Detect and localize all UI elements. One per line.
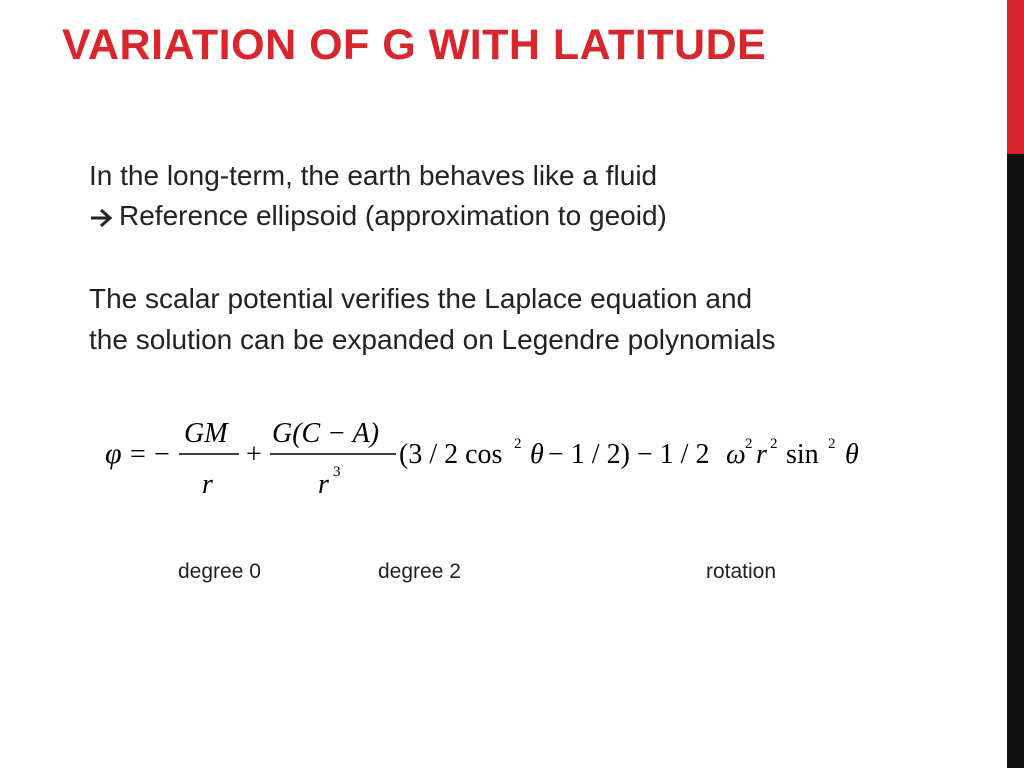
eq-theta-2: θ	[845, 439, 859, 470]
eq-sin-exponent: 2	[828, 436, 836, 452]
eq-term1-denominator: r	[202, 469, 213, 500]
paragraph-1-line-1: In the long-term, the earth behaves like a fluid	[89, 160, 658, 191]
eq-term2-numerator: G(C − A)	[272, 418, 380, 449]
right-arrow-icon	[89, 202, 119, 230]
eq-omega-exponent: 2	[745, 436, 753, 452]
label-degree-0: degree 0	[178, 560, 261, 583]
eq-phi: φ	[105, 437, 122, 470]
paragraph-2-line-1: The scalar potential verifies the Laplace equation and	[89, 283, 753, 314]
eq-r-exponent: 2	[770, 436, 778, 452]
eq-plus: +	[246, 439, 262, 470]
eq-bracket-open: (3 / 2 cos	[399, 439, 503, 470]
accent-bar-black	[1007, 154, 1024, 768]
eq-theta-1: θ	[530, 439, 544, 470]
eq-omega: ω	[726, 439, 746, 470]
eq-term1-numerator: GM	[184, 418, 228, 449]
eq-cos-exponent: 2	[514, 436, 522, 452]
label-rotation: rotation	[706, 560, 777, 583]
potential-equation	[100, 400, 880, 510]
paragraph-2-line-2: the solution can be expanded on Legendre polynomials	[89, 324, 776, 355]
eq-bracket-rest: − 1 / 2) − 1 / 2	[548, 439, 710, 470]
eq-term2-exponent: 3	[333, 464, 341, 480]
eq-sin: sin	[786, 439, 819, 470]
paragraph-1-line-2	[89, 202, 667, 230]
eq-minus: −	[154, 439, 170, 470]
label-degree-2: degree 2	[378, 560, 461, 583]
slide-title: VARIATION OF G WITH LATITUDE	[62, 21, 767, 69]
eq-equals: =	[130, 439, 146, 470]
reference-ellipsoid-text: Reference ellipsoid (approximation to geoid)	[119, 200, 667, 231]
eq-term2-denominator: r	[318, 469, 329, 500]
accent-bar-red	[1007, 0, 1024, 154]
eq-r: r	[756, 439, 767, 470]
